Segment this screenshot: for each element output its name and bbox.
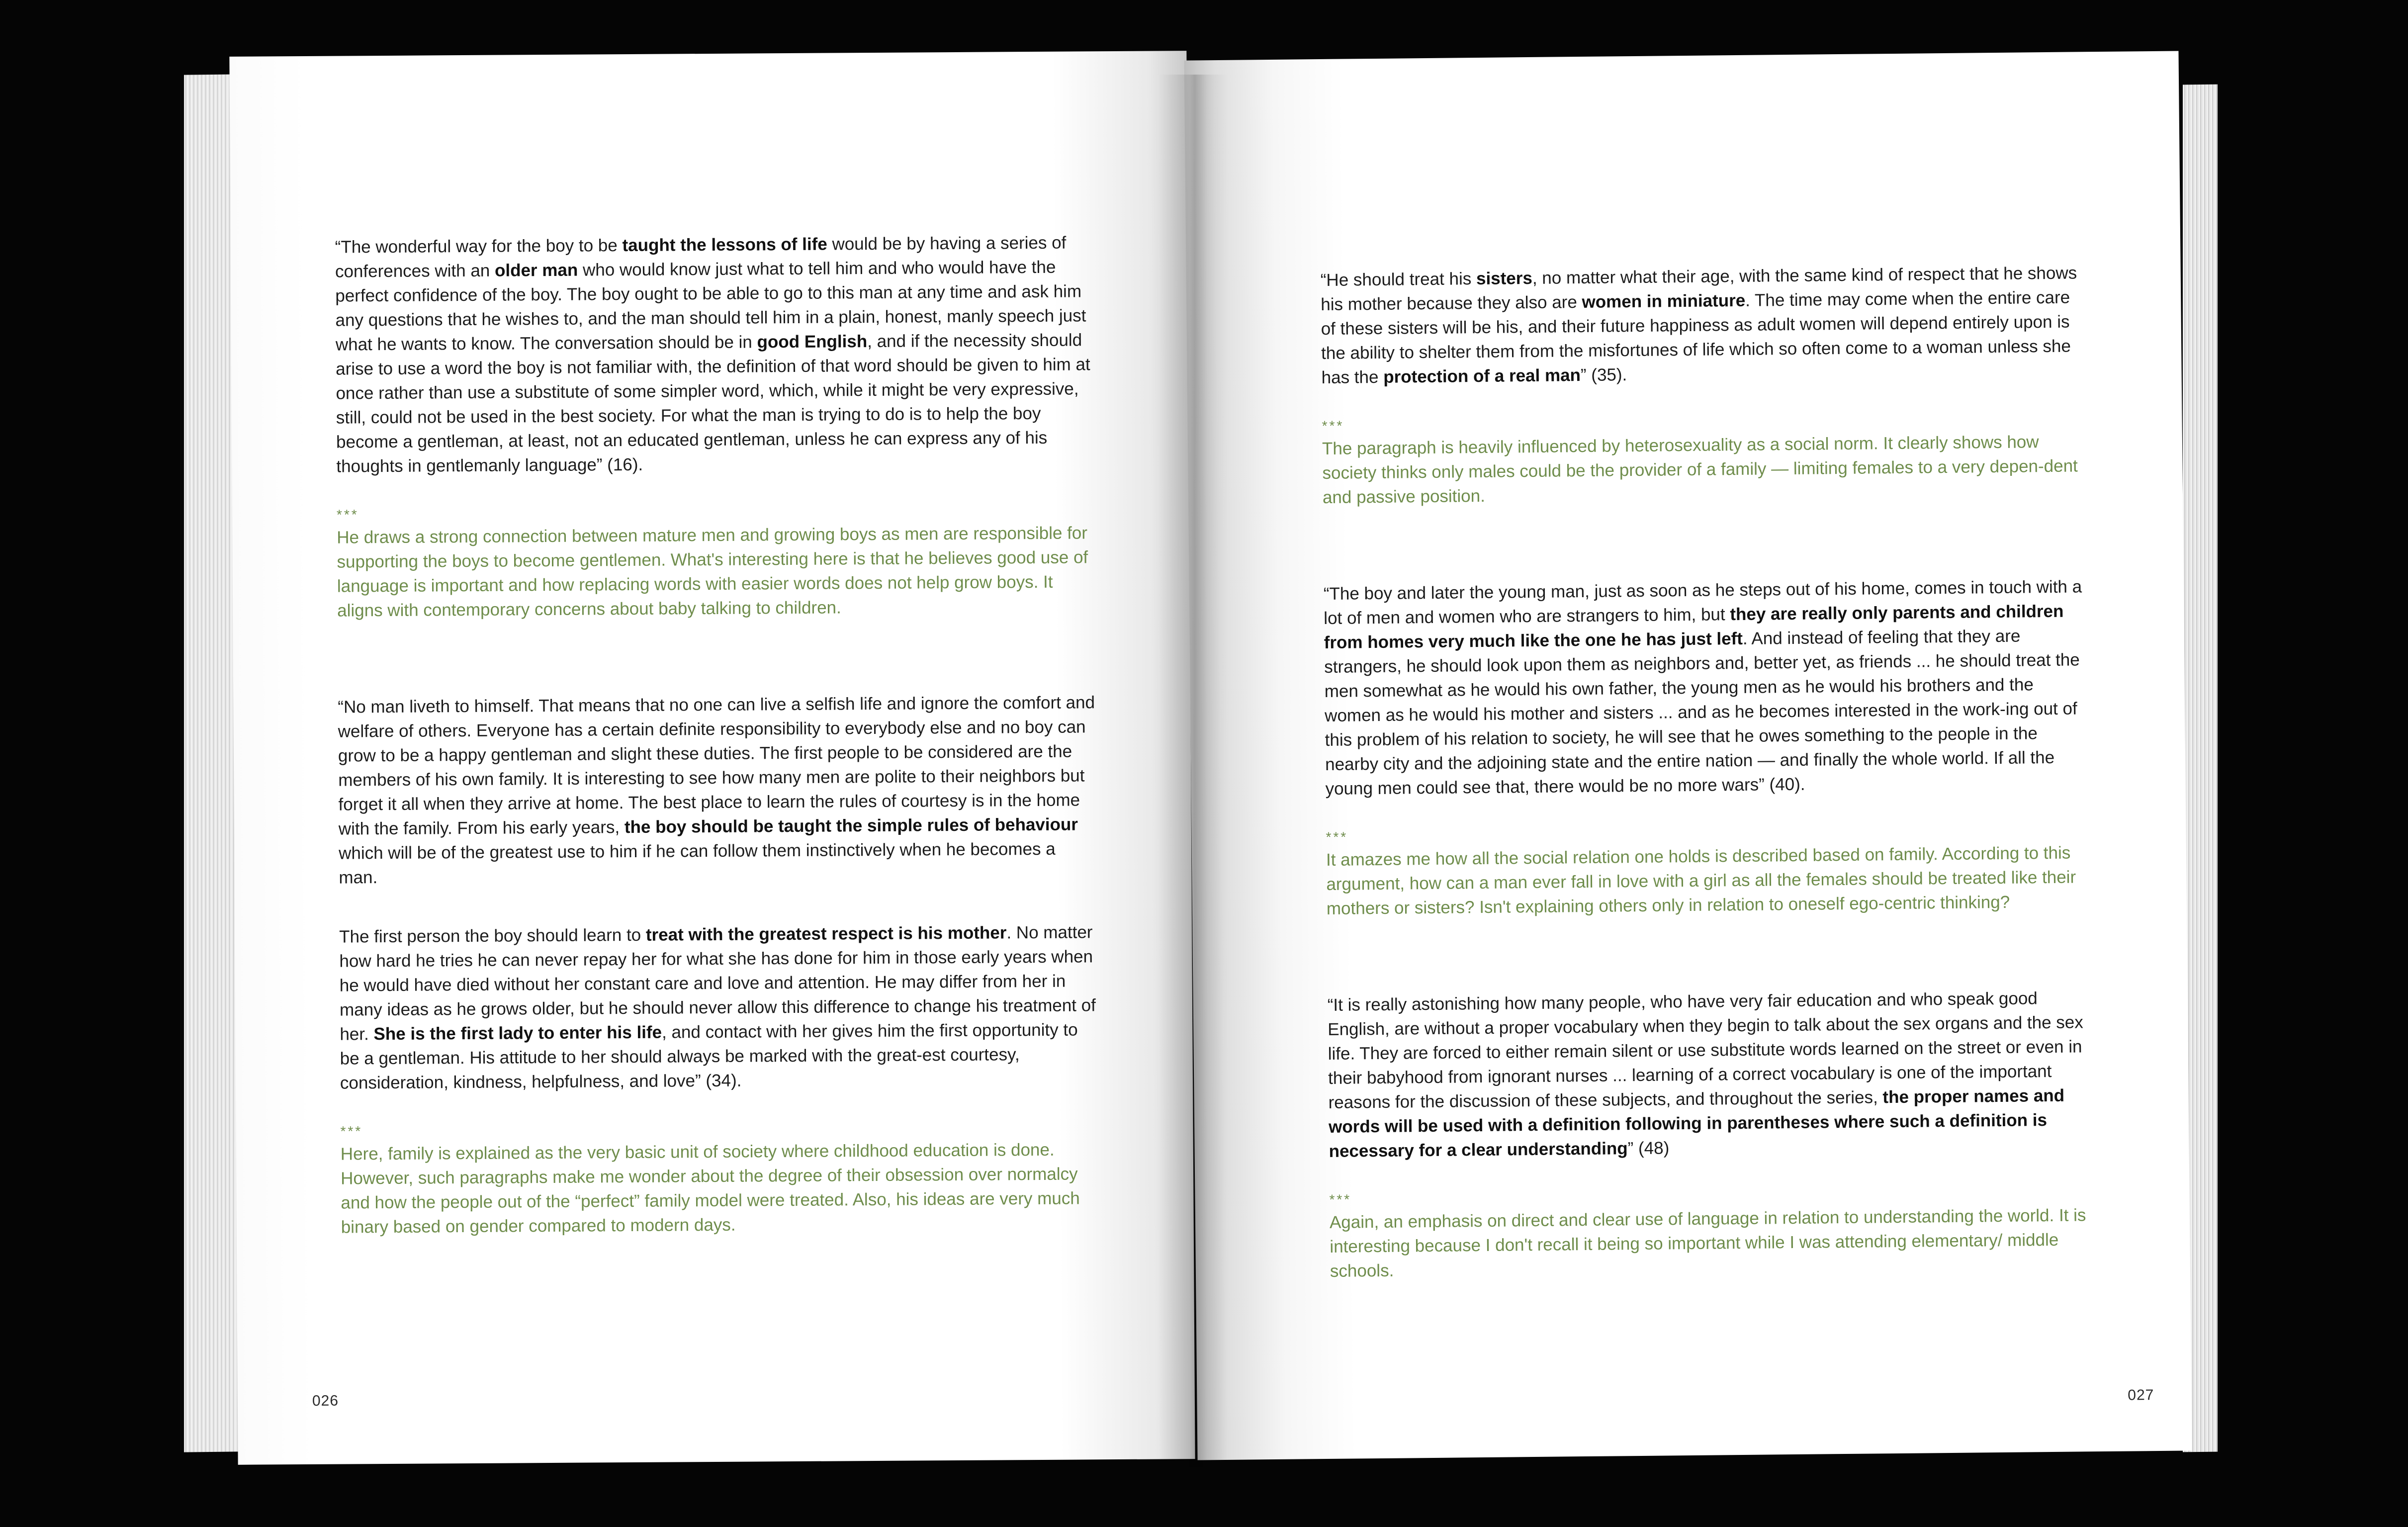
quote-paragraph [1328,986,2090,1164]
quote-paragraph [338,690,1097,890]
text-run: which will be of the greatest use to him if he can follow them instinctively when he becomes a man. [339,839,1056,888]
quote-paragraph [339,920,1098,1095]
left-page-content [335,230,1099,1239]
text-run: ” (35). [1580,365,1627,385]
commentary-paragraph: The paragraph is heavily influenced by heterosexuality as a social norm. It clearly shows how society thinks only males could be the provider of a family — limiting females to a very depen-dent and passive position. [1322,432,2078,508]
text-run: who would know just what to tell him and who would have the perfect confidence of the boy. The boy ought to be able to go to this man at any time and ask him any questions that he wishes to, and the man should tell him in a plain, honest, manly speech just what he wants to know. The conversation should be in [335,257,1086,355]
quote-paragraph [1321,261,2082,390]
emphasis-text: taught the lessons of life [622,234,827,256]
page-number: 026 [312,1392,339,1409]
emphasis-text: women in miniature [1582,290,1746,312]
text-run: , and if the necessity should arise to use a word the boy is not familiar with, the definition of that word should be given to him at once rather than use a substitute of some simpler word, which, while it might be very expressive, still, could not be used in the best society. For what the man is trying to do is to help the boy become a gentleman, at least, not an educated gentleman, unless he can express any of his thoughts in gentlemanly language” (16). [336,330,1090,476]
emphasis-text: treat with the greatest respect is his mother [645,923,1007,945]
page-number: 027 [2128,1387,2154,1404]
right-page [1184,51,2192,1460]
quote-paragraph [1324,574,2086,801]
section-divider: *** [1322,418,1344,434]
text-run: . No matter how hard he tries he can never repay her for what she has done for him in those early years when he would have died without her constant care and love and attention. He may differ from her in many ideas as he grows older, but he should never allow this difference to change his treatment of her. [339,922,1096,1044]
emphasis-text: She is the first lady to enter his life [373,1022,662,1044]
text-run: , and contact with her gives him the first opportunity to be a gentleman. His attitude to her should always be marked with the great-est courtesy, consideration, kindness, helpfulness, and love” (34). [340,1020,1078,1093]
section-divider: *** [340,1123,363,1139]
text-run: “The wonderful way for the boy to be [335,236,623,257]
section-divider: *** [1329,1191,1352,1207]
commentary-paragraph: Here, family is explained as the very basic unit of society where childhood education is done. However, such paragraphs make me wonder about the degree of their obsession over normalcy and how the people out of the “perfect” family model were treated. Also, his ideas are very much binary based on gender compared to modern days. [340,1140,1080,1237]
text-run: would be by having a series of conferences with an [335,233,1067,281]
text-run: The first person the boy should learn to [339,925,646,947]
emphasis-text: sisters [1476,268,1533,289]
commentary-paragraph: Again, an emphasis on direct and clear use of language in relation to understanding the world. It is interesting because I don't recall it being so important while I was attending elementary/ middle schools. [1329,1205,2086,1281]
text-run: , no matter what their age, with the same kind of respect that he shows his mother because they also are [1321,263,2077,315]
section-divider: *** [1326,829,1348,845]
text-run: . The time may come when the entire care of these sisters will be his, and their future happiness as adult women will depend entirely upon is the ability to shelter them from the misfortunes of life which so often come to a woman unless she has the [1321,287,2071,388]
right-page-content [1321,261,2091,1283]
section-divider: *** [336,507,359,523]
emphasis-text: they are really only parents and children from homes very much like the one he has just left [1324,601,2064,653]
emphasis-text: the boy should be taught the simple rules of behaviour [624,814,1078,837]
left-page [229,51,1195,1465]
emphasis-text: the proper names and words will be used with a definition following in parentheses where such a definition is necessary for a clear understanding [1328,1085,2065,1161]
emphasis-text: protection of a real man [1383,365,1581,387]
commentary-paragraph: It amazes me how all the social relation one holds is described based on family. According to this argument, how can a man ever fall in love with a girl as all the females should be treated like their mothers or sisters? Isn't explaining others only in relation to oneself ego-centric thinking? [1326,843,2076,918]
text-run: “No man liveth to himself. That means that no one can live a selfish life and ignore the comfort and welfare of others. Everyone has a certain definite responsibility to everybody else and no boy can grow to be a happy gentleman and slight these duties. The first people to be considered are the members of his own family. It is interesting to see how many men are polite to their neighbors but forget it all when they arrive at home. The best place to learn the rules of courtesy is in the home with the family. From his early years, [338,693,1095,839]
emphasis-text: older man [494,260,578,280]
commentary-paragraph: He draws a strong connection between mature men and growing boys as men are responsible for supporting the boys to become gentlemen. What's interesting here is that he believes good use of language is important and how replacing words with easier words does not help grow boys. It aligns with contemporary concerns about baby talking to children. [337,523,1088,621]
text-run: “The boy and later the young man, just as soon as he steps out of his home, comes in touch with a lot of men and women who are strangers to him, but [1323,577,2082,629]
quote-paragraph [335,230,1095,478]
emphasis-text: good English [757,332,868,352]
text-run: “It is really astonishing how many people, who have very fair education and who speak good English, are without a proper vocabulary when they begin to talk about the sex organs and the sex life. They are forced to either remain silent or use substitute words learned on the street or even in their babyhood from ignorant nurses ... learning of a correct vocabulary is one of the important reasons for the discussion of these subjects, and throughout the series, [1327,988,2083,1112]
text-run: ” (48) [1627,1138,1670,1159]
text-run: “He should treat his [1320,269,1477,290]
text-run: . And instead of feeling that they are strangers, he should look upon them as neighbors and, better yet, as friends ... he should treat the men somewhat as he would his own father, the young men as he would his brothers and the women as he would his mother and sisters ... and as he becomes interested in the work-ing out of this problem of his relation to society, he will see that he owes something to the people in the nearby city and the adjoining state and the entire nation — and finally the whole world. If all the young men could see that, there would be no more wars” (40). [1324,626,2080,799]
